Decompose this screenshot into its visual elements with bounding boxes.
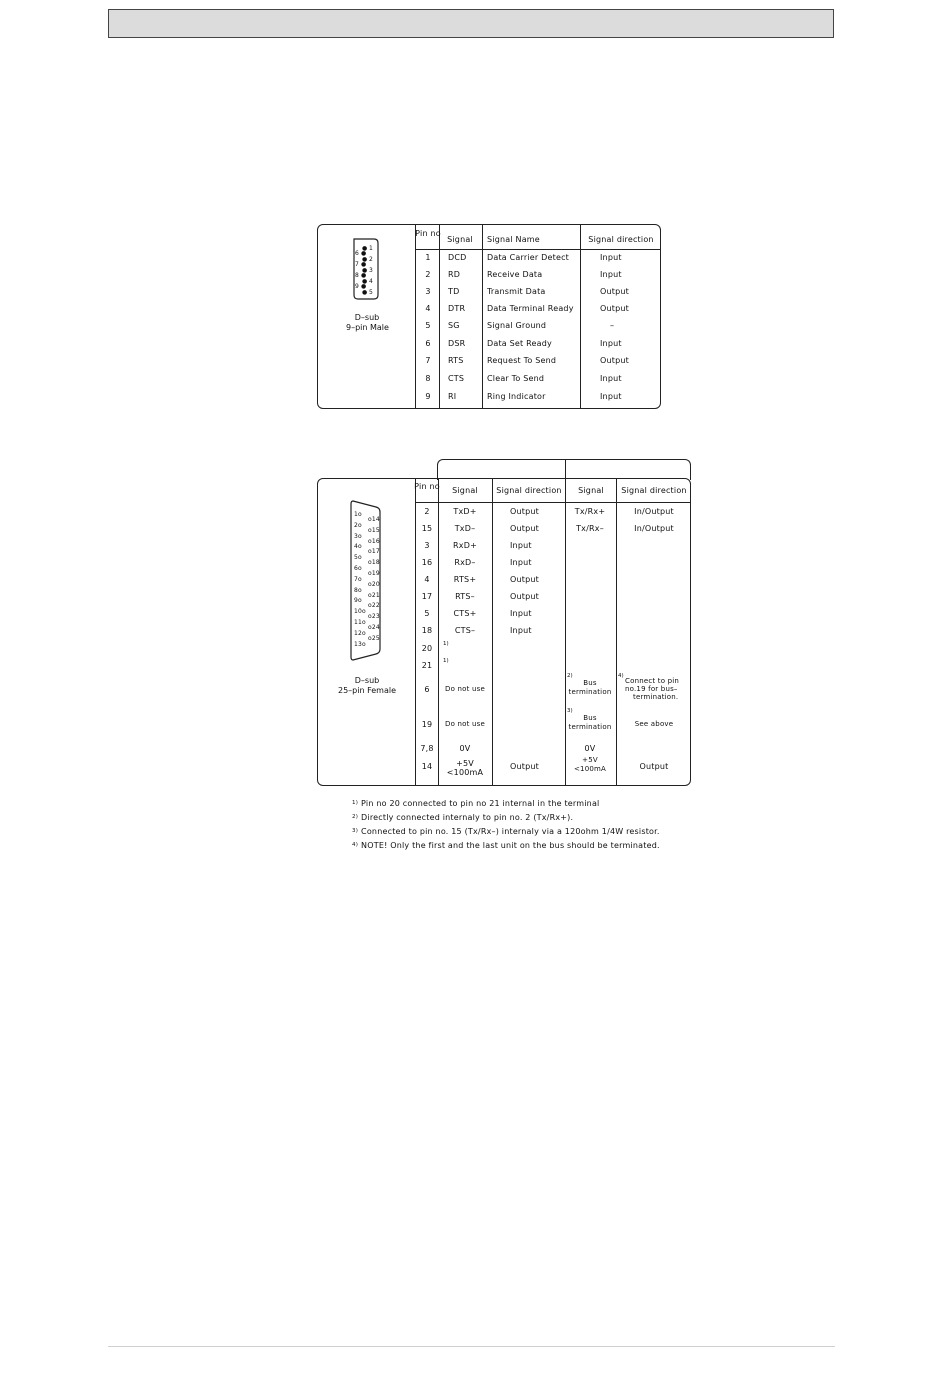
signal-direction: Input — [600, 374, 622, 383]
signal-a: Do not use — [445, 685, 485, 693]
db9-pin-label: 8 — [355, 272, 360, 279]
footnote-item — [352, 799, 599, 808]
signal-direction: Output — [600, 356, 629, 365]
direction-b: In/Output — [634, 524, 674, 533]
db9-pin-label: 4 — [369, 278, 374, 285]
direction-a: Input — [510, 558, 532, 567]
header-divider — [415, 249, 661, 250]
signal-a: RTS– — [455, 592, 475, 601]
direction-a: Input — [510, 541, 532, 550]
db9-pin-label: 1 — [369, 245, 374, 252]
signal-name: Ring Indicator — [487, 392, 546, 401]
signal-a: 0V — [459, 744, 471, 753]
signal-code: DSR — [448, 339, 466, 348]
signal-code: RI — [448, 392, 457, 401]
pin-number: 18 — [421, 626, 433, 635]
footnote-item — [352, 841, 660, 850]
db25-pin-label: o23 — [368, 613, 380, 621]
db9-pin-label: 5 — [369, 289, 374, 296]
signal-code: SG — [448, 321, 460, 330]
signal-code: RTS — [448, 356, 464, 365]
signal-name: Data Carrier Detect — [487, 253, 570, 262]
page-header-bar — [108, 9, 834, 38]
pin-number: 4 — [425, 304, 431, 313]
signal-a: CTS– — [454, 626, 476, 635]
db25-pin-label: o15 — [368, 526, 380, 534]
signal-b: termination — [568, 723, 612, 731]
db9-pin-dot: ● — [362, 256, 368, 263]
direction-a: Input — [510, 609, 532, 618]
db25-pin-label: 9o — [354, 597, 362, 605]
signal-direction: – — [610, 321, 615, 330]
signal-b: +5V — [582, 756, 598, 764]
direction-a: Output — [510, 762, 539, 771]
signal-a: RxD– — [454, 558, 476, 567]
direction-b: termination. — [633, 693, 679, 701]
pin-number: 16 — [421, 558, 433, 567]
db9-label — [346, 313, 388, 333]
pin-number: 14 — [421, 762, 433, 771]
signal-direction: Input — [600, 339, 622, 348]
pin-number: 5 — [425, 321, 431, 330]
footnote-mark: 4) — [352, 842, 359, 848]
signal-code: DTR — [448, 304, 466, 313]
db25-pin-label: 11o — [354, 619, 366, 626]
footnote-ref: 3) — [567, 708, 573, 714]
col-divider — [438, 479, 439, 785]
db25-pin-label: o20 — [368, 580, 380, 588]
signal-a: RTS+ — [453, 575, 477, 584]
signal-a: Do not use — [445, 720, 485, 728]
signal-name: Clear To Send — [487, 374, 545, 383]
db9-pin-dot: ● — [362, 278, 368, 285]
db25-pin-label: 6o — [354, 565, 362, 572]
footnote-text: NOTE! Only the first and the last unit on the bus should be terminated. — [361, 841, 660, 850]
pin-number: 20 — [421, 644, 433, 653]
pin-number: 9 — [425, 392, 431, 401]
db9-pin-dot: ● — [362, 289, 368, 296]
footnote-mark: 2) — [352, 814, 359, 820]
direction-b: See above — [634, 720, 674, 728]
signal-code: TD — [448, 287, 460, 296]
footnote-item — [352, 813, 573, 822]
footnote-text: Pin no 20 connected to pin no 21 internal in the terminal — [361, 799, 600, 808]
signal-direction: Input — [600, 253, 622, 262]
pin-number: 2 — [424, 507, 430, 516]
col-divider — [439, 225, 440, 408]
db25-pin-label: 5o — [354, 554, 362, 562]
signal-code: DCD — [448, 253, 467, 262]
footnote-mark: 3) — [352, 828, 359, 834]
db25-pin-label: 2o — [354, 521, 362, 529]
pin-number: 6 — [425, 339, 431, 348]
signal-a: TxD+ — [453, 507, 477, 516]
db9-pin-dot: ● — [361, 250, 367, 257]
footnote-item — [352, 827, 660, 836]
signal-code: RD — [448, 270, 461, 279]
signal-a: TxD– — [454, 524, 476, 533]
footnote-ref: 1) — [443, 641, 449, 647]
db9-pinout-table — [317, 224, 661, 409]
signal-b: Bus — [583, 714, 597, 722]
signal-direction: Output — [600, 304, 629, 313]
pin-number: 2 — [425, 270, 431, 279]
signal-b: Tx/Rx– — [576, 524, 604, 533]
direction-a: Output — [510, 507, 539, 516]
db9-pin-dot: ● — [361, 283, 367, 290]
db9-connector-icon — [348, 235, 408, 305]
signal-name: Data Terminal Ready — [487, 304, 574, 313]
signal-b: Bus — [583, 679, 597, 687]
pin-number: 7 — [425, 356, 431, 365]
signal-a: +5V — [456, 759, 474, 768]
pin-number: 3 — [424, 541, 430, 550]
direction-a: Output — [510, 524, 539, 533]
db9-label-line2: 9–pin Male — [346, 323, 389, 332]
db25-label — [332, 676, 402, 696]
col-divider — [580, 225, 581, 408]
footer-rule — [108, 1346, 835, 1347]
db25-pin-label: 13o — [354, 640, 366, 648]
col-divider — [415, 225, 416, 408]
direction-b: no.19 for bus– — [625, 685, 678, 693]
db25-pin-label: 4o — [354, 543, 362, 551]
db25-pin-label: 3o — [354, 532, 362, 540]
direction-a: Output — [510, 575, 539, 584]
signal-a: RxD+ — [453, 541, 477, 550]
db25-pin-label: o22 — [368, 602, 380, 610]
db25-pin-label: o18 — [368, 559, 380, 567]
db9-pin-dot: ● — [361, 261, 367, 268]
header-pin: Pin no — [415, 229, 441, 238]
db25-pin-label: o25 — [368, 634, 380, 642]
db9-pin-dot: ● — [362, 267, 368, 274]
db9-label-line1: D–sub — [354, 313, 380, 322]
pin-number: 17 — [421, 592, 433, 601]
pin-number: 1 — [425, 253, 431, 262]
db25-label-line2: 25–pin Female — [337, 686, 397, 695]
signal-a: CTS+ — [453, 609, 477, 618]
signal-b: termination — [568, 688, 612, 696]
pin-number: 7,8 — [420, 744, 434, 753]
db25-pin-label: o17 — [368, 548, 380, 556]
pin-number: 5 — [424, 609, 430, 618]
pin-number: 4 — [424, 575, 430, 584]
header-signal: Signal — [447, 235, 473, 244]
header-divider — [415, 502, 691, 503]
pin-number: 15 — [421, 524, 433, 533]
col-divider — [616, 479, 617, 785]
footnote-ref: 2) — [567, 673, 573, 679]
signal-direction: Input — [600, 270, 622, 279]
signal-direction: Output — [600, 287, 629, 296]
db25-pinout-table — [317, 478, 691, 786]
db25-pin-label: o16 — [368, 537, 380, 545]
col-divider — [482, 225, 483, 408]
db9-pin-label: 3 — [369, 267, 374, 274]
db25-label-line1: D–sub — [354, 676, 380, 685]
header-signal-b: Signal — [578, 486, 604, 495]
signal-name: Receive Data — [487, 270, 543, 279]
header-direction-b: Signal direction — [621, 486, 687, 495]
db25-pin-label: 10o — [354, 608, 366, 616]
db25-pin-label: 7o — [354, 575, 362, 583]
signal-b: Tx/Rx+ — [574, 507, 606, 516]
direction-b: Output — [639, 762, 669, 771]
direction-a: Output — [510, 592, 539, 601]
db9-pin-label: 7 — [355, 261, 360, 268]
direction-b: In/Output — [634, 507, 674, 516]
db25-pin-label: 1o — [354, 511, 362, 518]
db9-pin-dot: ● — [361, 272, 367, 279]
signal-name: Transmit Data — [487, 287, 546, 296]
db25-header-tab — [437, 459, 691, 480]
signal-name: Request To Send — [487, 356, 557, 365]
db25-pin-label: o14 — [368, 516, 380, 523]
header-signal-a: Signal — [452, 486, 478, 495]
footnote-mark: 1) — [352, 800, 359, 806]
db9-pin-label: 2 — [369, 256, 374, 263]
signal-name: Signal Ground — [487, 321, 547, 330]
pin-number: 8 — [425, 374, 431, 383]
pin-number: 21 — [421, 661, 433, 670]
db9-pin-dot: ● — [362, 245, 368, 252]
col-divider — [565, 479, 566, 785]
col-divider — [415, 479, 416, 785]
signal-name: Data Set Ready — [487, 339, 552, 348]
db25-pin-label: 12o — [354, 629, 366, 637]
pin-number: 3 — [425, 287, 431, 296]
pin-number: 6 — [424, 685, 430, 694]
signal-a: <100mA — [446, 768, 484, 777]
signal-direction: Input — [600, 392, 622, 401]
db25-pin-label: o21 — [368, 591, 380, 599]
header-signal-name: Signal Name — [487, 235, 540, 244]
footnote-text: Directly connected internaly to pin no. 2 (Tx/Rx+). — [361, 813, 574, 822]
db9-pin-label: 6 — [355, 250, 360, 257]
direction-b: Connect to pin — [625, 677, 680, 685]
header-direction-a: Signal direction — [496, 486, 562, 495]
db25-pin-label: o19 — [368, 570, 380, 577]
pin-number: 19 — [421, 720, 433, 729]
signal-b: <100mA — [573, 765, 607, 773]
signal-b: 0V — [584, 744, 596, 753]
header-pin: Pin no — [414, 482, 440, 491]
direction-a: Input — [510, 626, 532, 635]
signal-code: CTS — [448, 374, 465, 383]
header-signal-direction: Signal direction — [588, 235, 654, 244]
tab-divider — [565, 460, 566, 479]
db25-pin-label: o24 — [368, 624, 380, 631]
col-divider — [492, 479, 493, 785]
footnote-ref: 1) — [443, 658, 449, 664]
footnote-ref: 4) — [618, 673, 624, 679]
footnote-text: Connected to pin no. 15 (Tx/Rx–) internaly via a 120ohm 1/4W resistor. — [361, 827, 660, 836]
db25-pin-label: 8o — [354, 586, 362, 594]
db9-pin-label: 9 — [355, 283, 360, 290]
